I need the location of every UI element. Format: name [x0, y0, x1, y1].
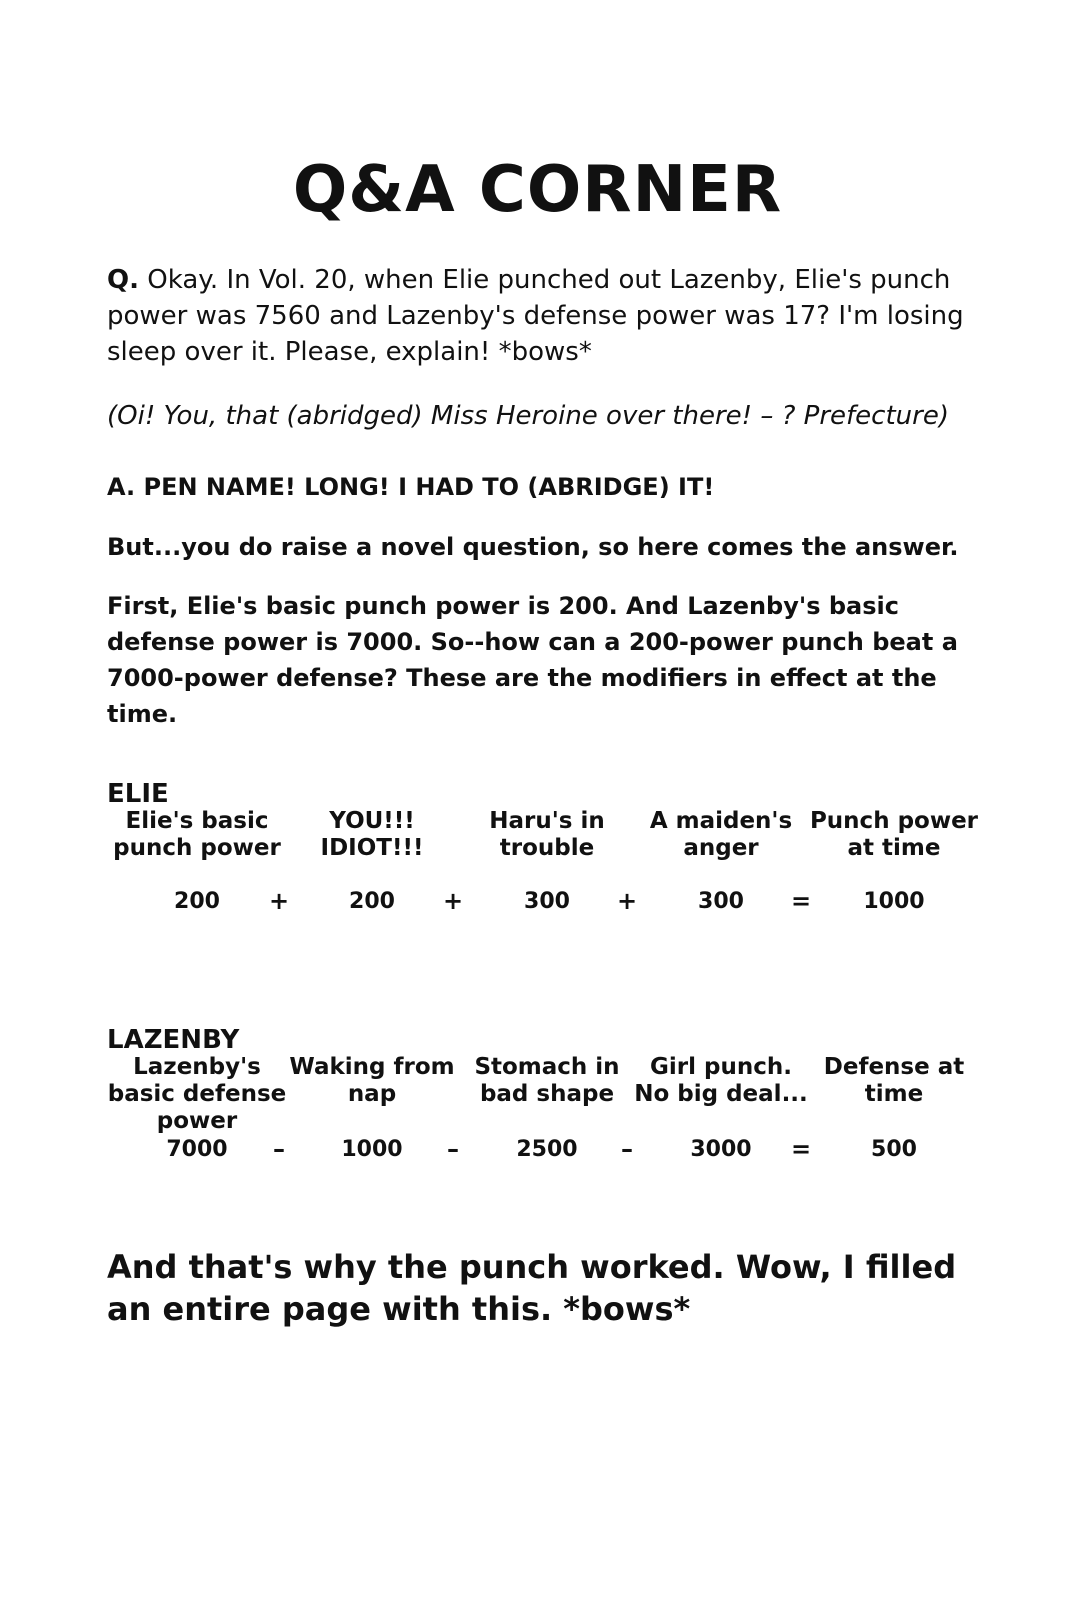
lazenby-term — [631, 1054, 811, 1174]
closing-remark: And that's why the punch worked. Wow, I filled an entire page with this. *bows* — [107, 1248, 957, 1328]
operator-plus: + — [268, 887, 290, 915]
answer-body: First, Elie's basic punch power is 200. And Lazenby's basic defense power is 7000. So--how can a 200-power punch beat a 7000-power defense? These are the modifiers in effect at the time. — [107, 592, 958, 728]
question-text — [107, 262, 967, 370]
lazenby-calculation — [107, 1054, 967, 1174]
elie-term — [631, 808, 811, 928]
operator-equals: = — [790, 1135, 812, 1163]
term-value: 3000 — [690, 1137, 752, 1162]
term-value: 200 — [349, 889, 395, 914]
lazenby-section-label: LAZENBY — [107, 1025, 240, 1055]
operator-plus: + — [442, 887, 464, 915]
term-value: 7000 — [166, 1137, 228, 1162]
elie-term — [457, 808, 637, 928]
term-value: 2500 — [516, 1137, 578, 1162]
term-value: 200 — [174, 889, 220, 914]
page-title: Q&A CORNER — [292, 153, 783, 227]
result-value: 500 — [871, 1137, 917, 1162]
term-label: Waking from nap — [289, 1054, 455, 1107]
term-label: YOU!!! IDIOT!!! — [320, 808, 424, 861]
elie-calculation — [107, 808, 979, 928]
operator-minus: – — [621, 1135, 633, 1163]
term-value: 300 — [698, 889, 744, 914]
question-label: Q. — [107, 265, 139, 295]
result-label: Defense at time — [823, 1054, 965, 1107]
term-label: A maiden's anger — [649, 808, 793, 861]
operator-minus: – — [273, 1135, 285, 1163]
result-value: 1000 — [863, 889, 925, 914]
lazenby-term — [457, 1054, 637, 1174]
elie-section-label: ELIE — [107, 779, 169, 809]
lazenby-result — [804, 1054, 984, 1174]
answer-intro: But...you do raise a novel question, so here comes the answer. — [107, 533, 959, 561]
term-label: Lazenby's basic defense power — [107, 1054, 287, 1134]
elie-term — [107, 808, 287, 928]
operator-minus: – — [447, 1135, 459, 1163]
question-body: Okay. In Vol. 20, when Elie punched out Lazenby, Elie's punch power was 7560 and Lazenby's defense power was 17? I'm losing sleep over it. Please, explain! *bows* — [107, 265, 964, 367]
elie-term — [282, 808, 462, 928]
operator-plus: + — [616, 887, 638, 915]
operator-equals: = — [790, 887, 812, 915]
elie-result — [804, 808, 984, 928]
term-value: 1000 — [341, 1137, 403, 1162]
result-label: Punch power at time — [809, 808, 979, 861]
lazenby-term — [282, 1054, 462, 1174]
term-value: 300 — [524, 889, 570, 914]
term-label: Haru's in trouble — [489, 808, 605, 861]
term-label: Elie's basic punch power — [113, 808, 281, 861]
asker-pen-name: (Oi! You, that (abridged) Miss Heroine over there! – ? Prefecture) — [107, 401, 949, 431]
term-label: Girl punch. No big deal... — [634, 1054, 808, 1107]
answer-heading: A. PEN NAME! LONG! I HAD TO (ABRIDGE) IT! — [107, 473, 715, 501]
lazenby-term — [107, 1054, 287, 1174]
term-label: Stomach in bad shape — [474, 1054, 620, 1107]
